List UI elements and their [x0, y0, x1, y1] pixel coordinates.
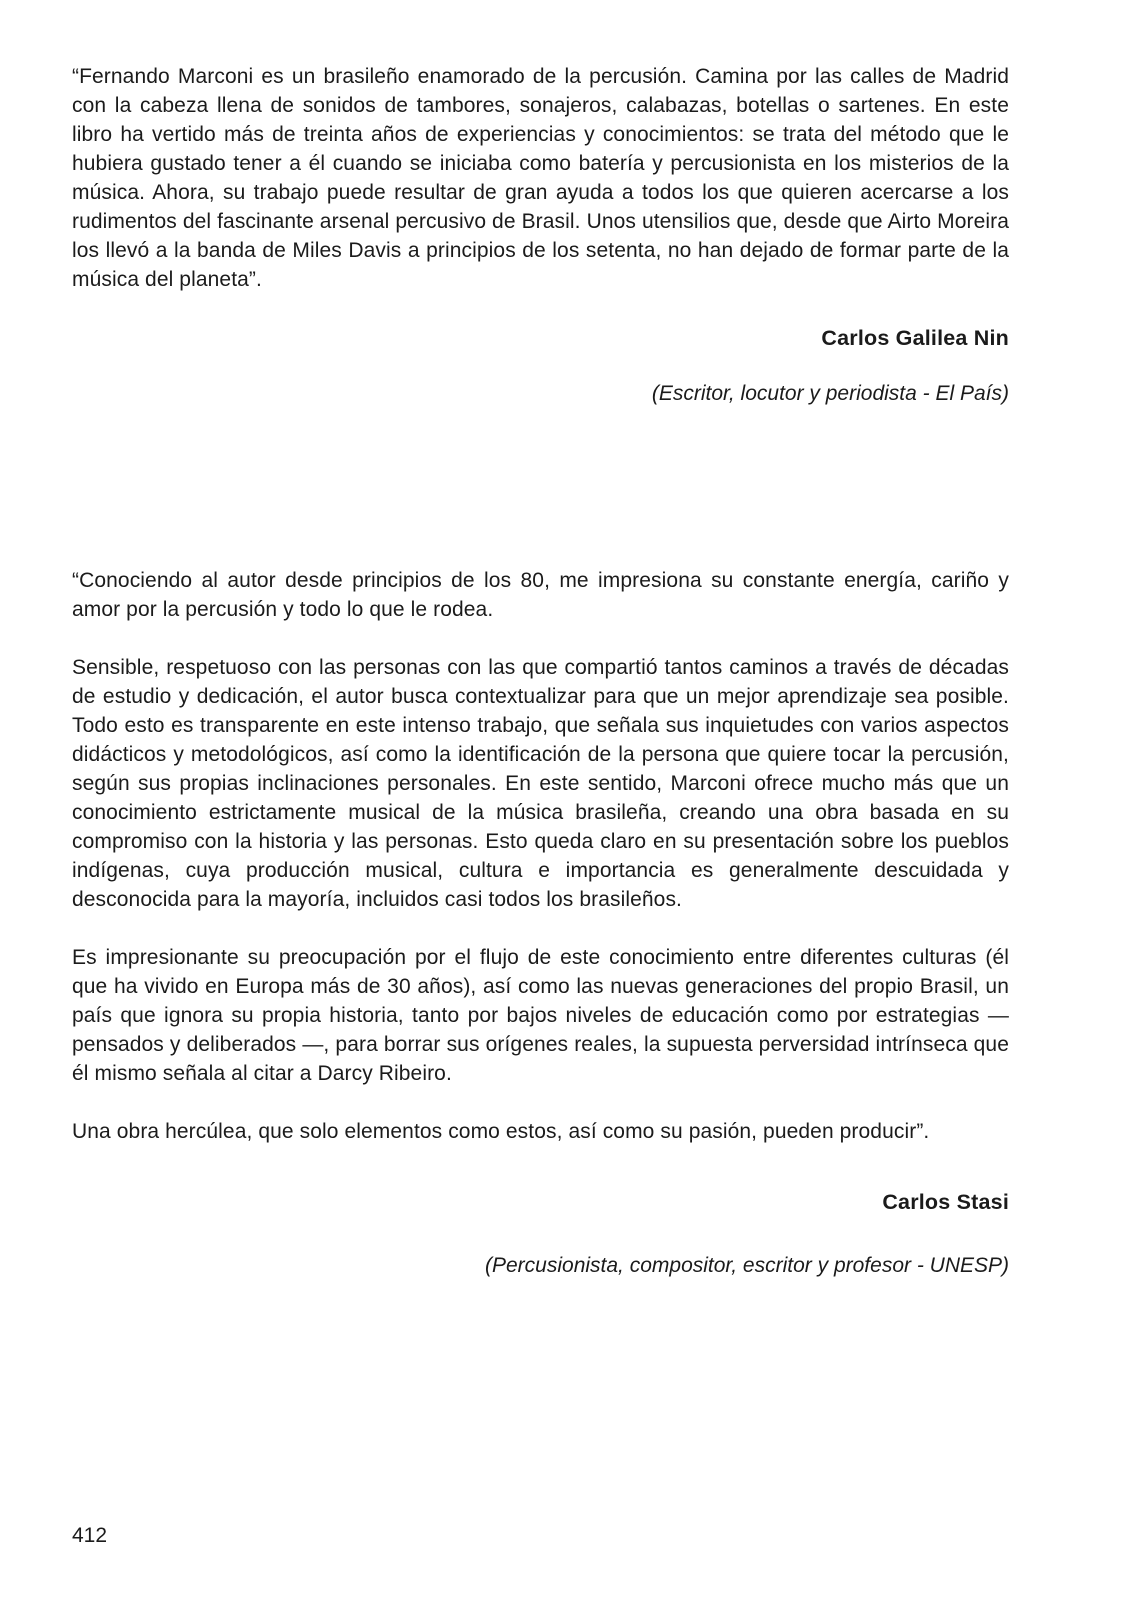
testimonial-stasi	[72, 566, 1009, 1280]
author-role: (Percusionista, compositor, escritor y profesor - UNESP)	[485, 1254, 1009, 1277]
quote-paragraph: Es impresionante su preocupación por el flujo de este conocimiento entre diferentes culturas (él que ha vivido en Europa más de 30 años), así como las nuevas generaciones del propio Brasil, un país que ignora su propia historia, tanto por bajos niveles de educación como por estrategias — pensados y deliberados —, para borrar sus orígenes reales, la supuesta perversidad intrínseca que él mismo señala al citar a Darcy Ribeiro.	[72, 946, 1009, 1085]
quote-paragraph: “Conociendo al autor desde principios de los 80, me impresiona su constante energía, cariño y amor por la percusión y todo lo que le rodea.	[72, 569, 1009, 621]
testimonial-galilea	[72, 62, 1009, 408]
author-role: (Escritor, locutor y periodista - El País)	[651, 382, 1009, 405]
author-name: Carlos Galilea Nin	[821, 326, 1009, 350]
quote-paragraph: “Fernando Marconi es un brasileño enamorado de la percusión. Camina por las calles de Madrid con la cabeza llena de sonidos de tambores, sonajeros, calabazas, botellas o sartenes. En este libro ha vertido más de treinta años de experiencias y conocimientos: se trata del método que le hubiera gustado tener a él cuando se iniciaba como batería y percusionista en los misterios de la música. Ahora, su trabajo puede resultar de gran ayuda a todos los que quieren acercarse a los rudimentos del fascinante arsenal percusivo de Brasil. Unos utensilios que, desde que Airto Moreira los llevó a la banda de Miles Davis a principios de los setenta, no han dejado de formar parte de la música del planeta”.	[72, 65, 1009, 291]
page-number: 412	[72, 1524, 108, 1547]
quote-paragraph: Una obra hercúlea, que solo elementos como estos, así como su pasión, pueden producir”.	[72, 1120, 930, 1143]
quote-paragraph: Sensible, respetuoso con las personas con las que compartió tantos caminos a través de décadas de estudio y dedicación, el autor busca contextualizar para que un mejor aprendizaje sea posible. Todo esto es transparente en este intenso trabajo, que señala sus inquietudes con varios aspectos didácticos y metodológicos, así como la identificación de la persona que quiere tocar la percusión, según sus propias inclinaciones personales. En este sentido, Marconi ofrece mucho más que un conocimiento estrictamente musical de la música brasileña, creando una obra basada en su compromiso con la historia y las personas. Esto queda claro en su presentación sobre los pueblos indígenas, cuya producción musical, cultura e importancia es generalmente descuidada y desconocida para la mayoría, incluidos casi todos los brasileños.	[72, 656, 1009, 911]
author-name: Carlos Stasi	[882, 1190, 1009, 1214]
